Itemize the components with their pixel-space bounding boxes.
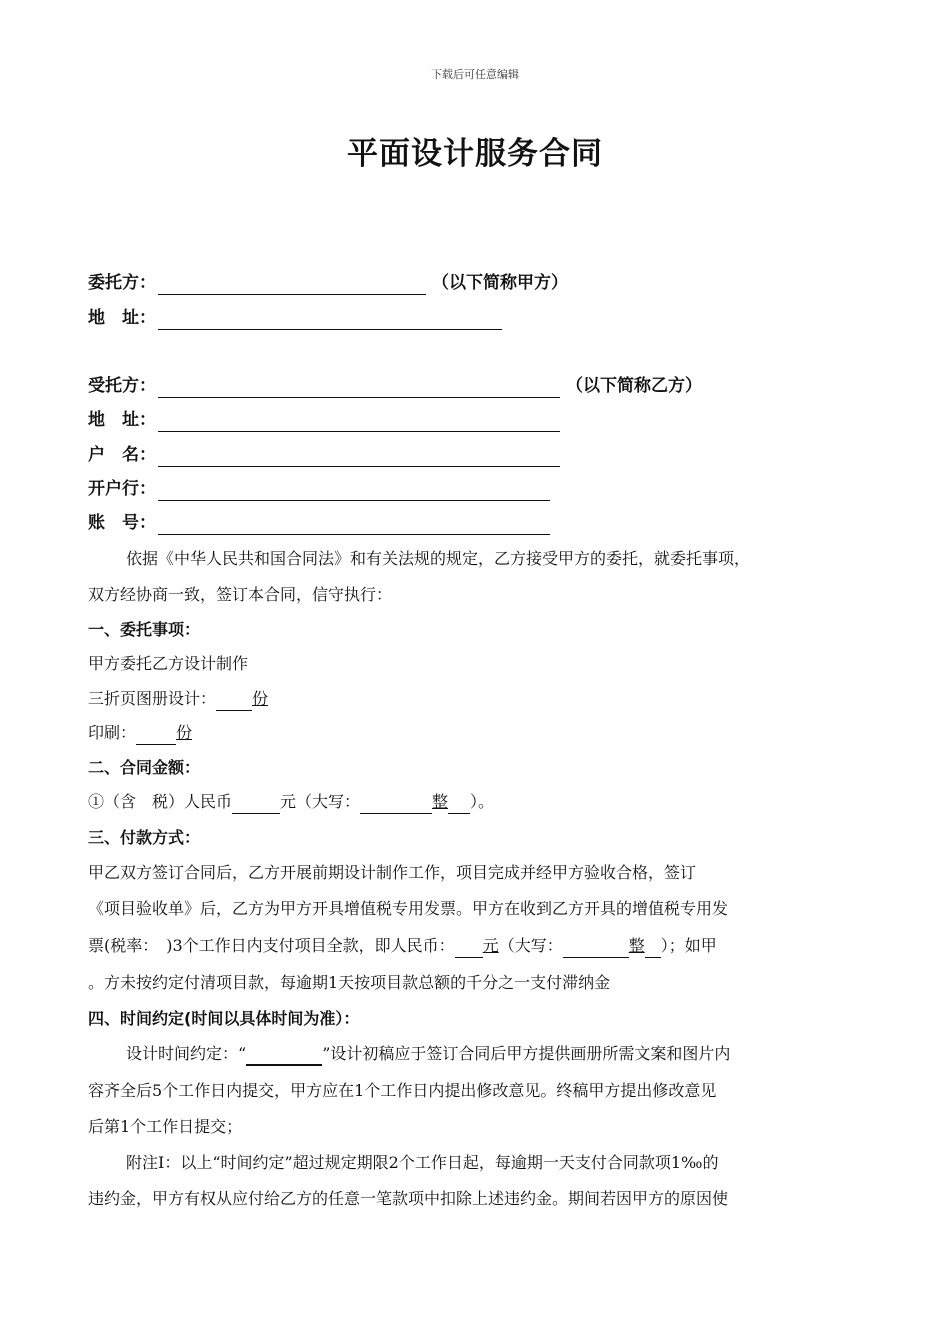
document-title: 平面设计服务合同 xyxy=(347,136,603,172)
party-a-address-line[interactable] xyxy=(158,311,502,330)
payment-suffix: ）；如甲 xyxy=(660,936,717,955)
account-no-line[interactable] xyxy=(158,516,550,535)
amount-close: ）。 xyxy=(470,792,495,811)
section-2-heading: 二、合同金额： xyxy=(88,758,201,777)
print-row xyxy=(88,721,192,745)
bank-label: 开户行： xyxy=(88,479,156,499)
payment-mid: （大写： xyxy=(498,936,563,955)
party-b-label: 受托方： xyxy=(88,376,156,396)
payment-line-3-prefix: 票(税率： )3个工作日内支付项目全款，即人民币： xyxy=(88,936,455,955)
brochure-label: 三折页图册设计： xyxy=(88,689,217,708)
time-p1-line-3: 后第1个工作日提交； xyxy=(88,1117,243,1136)
bank-line[interactable] xyxy=(158,482,550,501)
payment-line-4: 。方未按约定付清项目款，每逾期1天按项目款总额的千分之一支付滞纳金 xyxy=(88,973,611,992)
party-a-suffix: （以下简称甲方） xyxy=(432,273,568,293)
payment-line-1: 甲乙双方签订合同后，乙方开展前期设计制作工作，项目完成并经甲方验收合格，签订 xyxy=(88,863,697,882)
amount-zheng: 整 xyxy=(432,792,449,811)
amount-words-blank[interactable] xyxy=(360,796,432,814)
payment-words-blank[interactable] xyxy=(563,940,629,958)
party-a-address-row xyxy=(88,306,502,330)
time-p1-prefix: 设计时间约定：“ xyxy=(126,1044,247,1063)
time-p1-suffix: ”设计初稿应于签订合同后甲方提供画册所需文案和图片内 xyxy=(322,1044,731,1063)
time-p2-line-2: 违约金，甲方有权从应付给乙方的任意一笔款项中扣除上述违约金。期间若因甲方的原因使 xyxy=(88,1189,729,1208)
design-time-blank[interactable] xyxy=(246,1048,322,1066)
intro-line-1: 依据《中华人民共和国合同法》和有关法规的规定，乙方接受甲方的委托，就委托事项， xyxy=(126,549,751,568)
party-b-address-line[interactable] xyxy=(158,413,560,432)
party-b-address-row xyxy=(88,408,560,432)
amount-number-blank[interactable] xyxy=(232,796,280,814)
party-a-input-line[interactable] xyxy=(158,276,426,295)
account-name-line[interactable] xyxy=(158,448,560,467)
amount-words-tail xyxy=(448,796,470,814)
time-p2-line-1: 附注Ⅰ：以上“时间约定”超过规定期限2个工作日起，每逾期一天支付合同款项1‰的 xyxy=(126,1153,719,1172)
print-label: 印刷： xyxy=(88,723,137,742)
party-a-label: 委托方： xyxy=(88,273,156,293)
section-3-heading: 三、付款方式： xyxy=(88,828,201,847)
account-no-row xyxy=(88,511,550,535)
account-no-label: 账 号： xyxy=(88,513,156,533)
payment-line-3 xyxy=(88,934,717,958)
print-qty-blank[interactable] xyxy=(136,727,176,745)
brochure-qty-blank[interactable] xyxy=(216,693,252,711)
amount-yuan: 元（大写： xyxy=(280,792,361,811)
brochure-unit: 份 xyxy=(252,689,269,708)
payment-yuan: 元 xyxy=(482,936,499,955)
payment-words-tail xyxy=(645,940,661,958)
account-name-label: 户 名： xyxy=(88,445,156,465)
payment-line-2: 《项目验收单》后，乙方为甲方开具增值税专用发票。甲方在收到乙方开具的增值税专用发 xyxy=(88,899,729,918)
brochure-row xyxy=(88,687,268,711)
time-p1-line-1 xyxy=(126,1042,730,1066)
section-4-heading: 四、时间约定(时间以具体时间为准）： xyxy=(88,1009,360,1028)
print-unit: 份 xyxy=(176,723,193,742)
party-a-row xyxy=(88,271,568,295)
party-b-suffix: （以下简称乙方） xyxy=(566,376,702,396)
section-1-heading: 一、委托事项： xyxy=(88,620,201,639)
party-b-address-label: 地 址： xyxy=(88,410,156,430)
section-1-line-1: 甲方委托乙方设计制作 xyxy=(88,654,249,673)
payment-number-blank[interactable] xyxy=(455,940,483,958)
amount-row xyxy=(88,790,494,814)
bank-row xyxy=(88,477,550,501)
payment-zheng: 整 xyxy=(628,936,645,955)
intro-line-2: 双方经协商一致，签订本合同，信守执行： xyxy=(88,585,393,604)
party-a-address-label: 地 址： xyxy=(88,308,156,328)
amount-prefix: ①（含 税）人民币 xyxy=(88,792,233,811)
header-note: 下载后可任意编辑 xyxy=(431,68,519,81)
party-b-input-line[interactable] xyxy=(158,379,560,398)
party-b-row xyxy=(88,374,702,398)
time-p1-line-2: 容齐全后5个工作日内提交，甲方应在1个工作日内提出修改意见。终稿甲方提出修改意见 xyxy=(88,1081,717,1100)
account-name-row xyxy=(88,443,560,467)
